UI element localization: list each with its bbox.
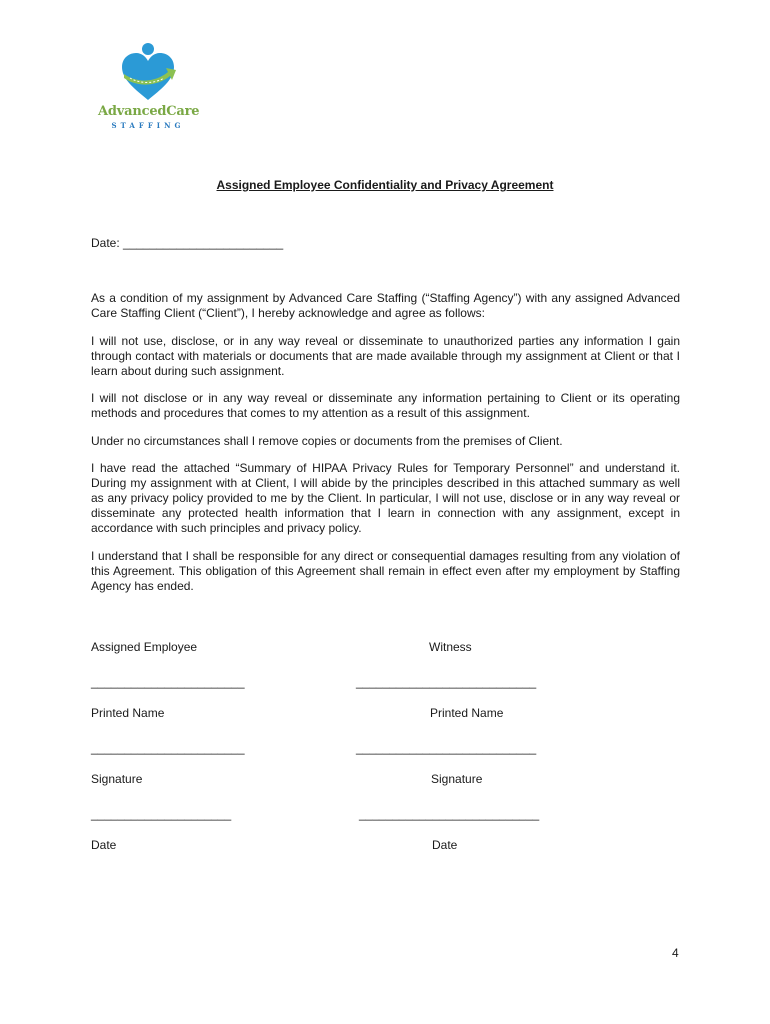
logo-wordmark: AdvancedCare [98,104,200,119]
employee-signature-line: _______________________ [91,741,245,755]
logo-subtitle: STAFFING [111,121,185,130]
employee-date-line: _____________________ [91,807,232,821]
heart-logo-icon [118,40,178,104]
company-logo [98,40,198,132]
document-title: Assigned Employee Confidentiality and Privacy Agreement [216,178,554,192]
date-field: Date: ________________________ [91,236,284,250]
assigned-employee-heading: Assigned Employee [91,640,198,654]
paragraph-hipaa: I have read the attached “Summary of HIPAA Privacy Rules for Temporary Personnel” and understand it. During my assignment with at Client, I will abide by the principles described in this attached summary as well as any privacy policy provided to me by the Client. In particular, I will not use, disclose or in any way reveal or disseminate any protected health information that I learn in connection with any assignment, except in accordance with such principles and privacy policy. [91,461,680,535]
witness-date-line: ___________________________ [359,807,540,821]
paragraph-intro: As a condition of my assignment by Advanced Care Staffing (“Staffing Agency”) with any assigned Advanced Care Staffing Client (“Client”), I hereby acknowledge and agree as follows: [91,291,680,320]
employee-date-label: Date [91,838,117,852]
witness-printed-name-label: Printed Name [430,706,504,720]
witness-signature-label: Signature [431,772,483,786]
witness-date-label: Date [432,838,458,852]
witness-printed-name-line: ___________________________ [356,675,537,689]
paragraph-operating-methods: I will not disclose or in any way reveal or disseminate any information pertaining to Client or its operating methods and procedures that comes to my attention as a result of this assignment. [91,391,680,420]
witness-heading: Witness [429,640,472,654]
paragraph-nondisclosure: I will not use, disclose, or in any way reveal or disseminate to unauthorized parties any information I gain through contact with materials or documents that are made available through my assignment at Client or that I learn about during such assignment. [91,334,680,378]
paragraph-no-copies: Under no circumstances shall I remove copies or documents from the premises of Client. [91,434,563,448]
witness-signature-line: ___________________________ [356,741,537,755]
employee-signature-label: Signature [91,772,143,786]
employee-printed-name-label: Printed Name [91,706,165,720]
employee-printed-name-line: _______________________ [91,675,245,689]
page-number: 4 [672,946,679,960]
paragraph-liability: I understand that I shall be responsible for any direct or consequential damages resulting from any violation of this Agreement. This obligation of this Agreement shall remain in effect even after my employment by Staffing Agency has ended. [91,549,680,593]
